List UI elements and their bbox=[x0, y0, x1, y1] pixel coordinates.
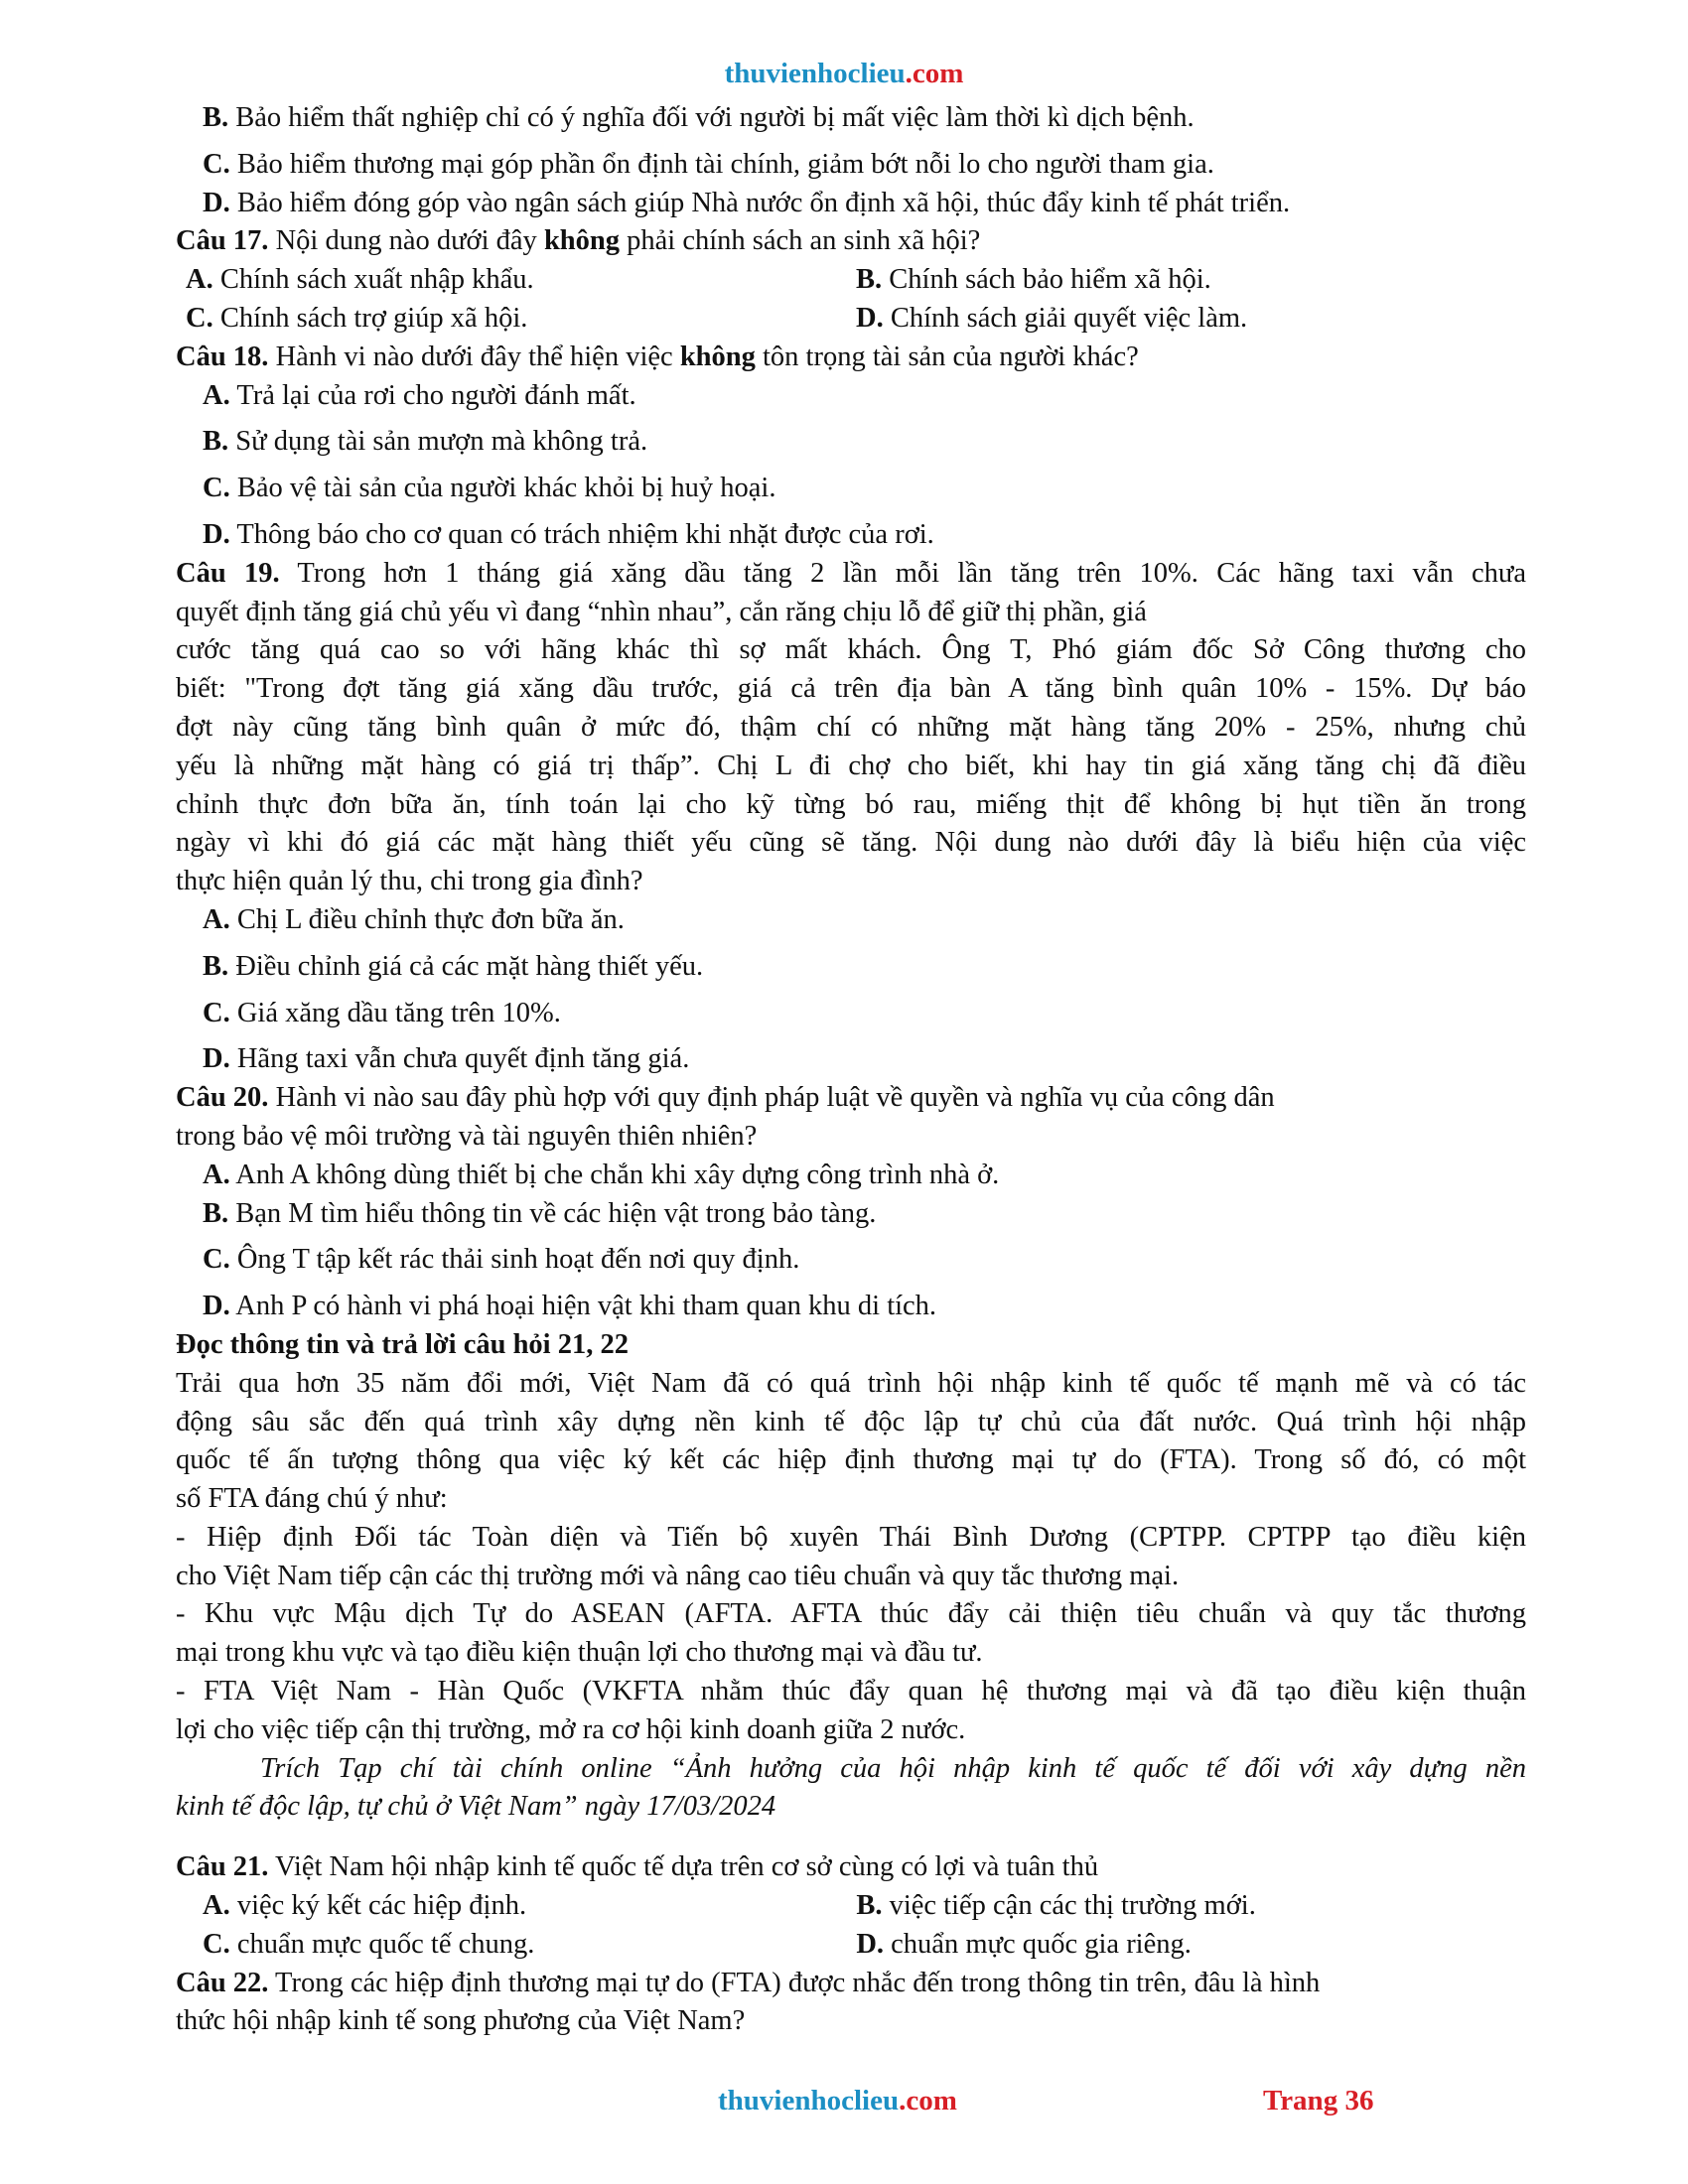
q19-stem-line-9: thực hiện quản lý thu, chi trong gia đình? bbox=[176, 866, 643, 897]
passage-heading: Đọc thông tin và trả lời câu hỏi 21, 22 bbox=[176, 1328, 629, 1360]
q21-option-d: D. chuẩn mực quốc gia riêng. bbox=[856, 1928, 1192, 1960]
page-number: Trang 36 bbox=[1263, 2085, 1374, 2116]
q18-stem: Câu 18. Hành vi nào dưới đây thể hiện việc không tôn trọng tài sản của người khác? bbox=[176, 341, 1139, 372]
q16-option-c: C. Bảo hiểm thương mại góp phần ổn định tài chính, giảm bớt nỗi lo cho người tham gia. bbox=[203, 148, 1214, 180]
q18-option-b: B. Sử dụng tài sản mượn mà không trả. bbox=[203, 426, 648, 458]
q16-option-d: D. Bảo hiểm đóng góp vào ngân sách giúp Nhà nước ổn định xã hội, thúc đẩy kinh tế phát triển. bbox=[203, 187, 1291, 218]
passage-line-3: quốc tế ấn tượng thông qua việc ký kết các hiệp định thương mại tự do (FTA). Trong số đó, có một bbox=[176, 1444, 1526, 1476]
q22-stem-line-1: Câu 22. Trong các hiệp định thương mại tự do (FTA) được nhắc đến trong thông tin trên, đâu là hình bbox=[176, 1967, 1321, 1998]
q17-options-row2 bbox=[176, 300, 1526, 339]
q19-stem-line-1: Câu 19. Trong hơn 1 tháng giá xăng dầu tăng 2 lần mỗi lần tăng trên 10%. Các hãng taxi vẫn chưa bbox=[176, 557, 1527, 589]
site-header[interactable] bbox=[0, 58, 1688, 90]
q20-stem-line-1: Câu 20. Hành vi nào sau đây phù hợp với quy định pháp luật về quyền và nghĩa vụ của công dân bbox=[176, 1082, 1275, 1114]
q19-stem-line-5: đợt này cũng tăng bình quân ở mức đó, thậm chí có những mặt hàng tăng 20% - 25%, nhưng chủ bbox=[176, 711, 1526, 743]
q16-option-b: B. Bảo hiểm thất nghiệp chỉ có ý nghĩa đối với người bị mất việc làm thời kì dịch bệnh. bbox=[203, 102, 1195, 133]
q18-option-c: C. Bảo vệ tài sản của người khác khỏi bị huỷ hoại. bbox=[203, 473, 776, 504]
q17-option-a: A. Chính sách xuất nhập khẩu. bbox=[186, 264, 534, 296]
q17-options-row1 bbox=[176, 261, 1526, 300]
site-name-part1: thuvienhoclieu bbox=[724, 58, 906, 89]
q19-stem-line-3: cước tăng quá cao so với hãng khác thì sợ mất khách. Ông T, Phó giám đốc Sở Công thương cho bbox=[176, 634, 1526, 666]
q19-stem-line-2: quyết định tăng giá chủ yếu vì đang “nhìn nhau”, cắn răng chịu lỗ để giữ thị phần, giá bbox=[176, 596, 1147, 627]
q19-stem-line-4: biết: "Trong đợt tăng giá xăng dầu trước, giá cả trên địa bàn A tăng bình quân 10% - 15%. Dự báo bbox=[176, 673, 1526, 705]
passage-citation-line-1: Trích Tạp chí tài chính online “Ảnh hưởng của hội nhập kinh tế quốc tế đối với xây dựng nền bbox=[260, 1752, 1526, 1784]
q21-options-row2 bbox=[176, 1926, 1526, 1965]
q19-option-d: D. Hãng taxi vẫn chưa quyết định tăng giá. bbox=[203, 1043, 690, 1075]
passage-line-8: mại trong khu vực và tạo điều kiện thuận lợi cho thương mại và đầu tư. bbox=[176, 1637, 983, 1669]
q19-option-a: A. Chị L điều chỉnh thực đơn bữa ăn. bbox=[203, 903, 625, 935]
passage-line-6: cho Việt Nam tiếp cận các thị trường mới và nâng cao tiêu chuẩn và quy tắc thương mại. bbox=[176, 1560, 1180, 1591]
q21-stem: Câu 21. Việt Nam hội nhập kinh tế quốc tế dựa trên cơ sở cùng có lợi và tuân thủ bbox=[176, 1851, 1099, 1883]
q20-option-b: B. Bạn M tìm hiểu thông tin về các hiện vật trong bảo tàng. bbox=[203, 1197, 877, 1229]
site-name-part2: .com bbox=[905, 58, 964, 89]
q17-option-c: C. Chính sách trợ giúp xã hội. bbox=[186, 302, 528, 334]
passage-line-2: động sâu sắc đến quá trình xây dựng nền kinh tế độc lập tự chủ của đất nước. Quá trình hội nhập bbox=[176, 1406, 1526, 1437]
passage-line-7: - Khu vực Mậu dịch Tự do ASEAN (AFTA. AFTA thúc đẩy cải thiện tiêu chuẩn và quy tắc thương bbox=[176, 1598, 1526, 1630]
q20-option-a: A. Anh A không dùng thiết bị che chắn khi xây dựng công trình nhà ở. bbox=[203, 1159, 1000, 1190]
q17-option-b: B. Chính sách bảo hiểm xã hội. bbox=[856, 264, 1211, 296]
passage-line-5: - Hiệp định Đối tác Toàn diện và Tiến bộ xuyên Thái Bình Dương (CPTPP. CPTPP tạo điều kiện bbox=[176, 1521, 1526, 1553]
passage-line-10: lợi cho việc tiếp cận thị trường, mở ra cơ hội kinh doanh giữa 2 nước. bbox=[176, 1713, 966, 1745]
q18-option-d: D. Thông báo cho cơ quan có trách nhiệm khi nhặt được của rơi. bbox=[203, 518, 934, 550]
q20-stem-line-2: trong bảo vệ môi trường và tài nguyên thiên nhiên? bbox=[176, 1120, 758, 1152]
passage-line-9: - FTA Việt Nam - Hàn Quốc (VKFTA nhằm thúc đẩy quan hệ thương mại và đã tạo điều kiện thuận bbox=[176, 1676, 1526, 1707]
q19-option-c: C. Giá xăng dầu tăng trên 10%. bbox=[203, 997, 561, 1028]
q21-option-b: B. việc tiếp cận các thị trường mới. bbox=[856, 1890, 1256, 1922]
q18-option-a: A. Trả lại của rơi cho người đánh mất. bbox=[203, 379, 636, 411]
q19-stem-line-6: yếu là những mặt hàng có giá trị thấp”. Chị L đi chợ cho biết, khi hay tin giá xăng tăng chị đã điều bbox=[176, 750, 1526, 781]
footer-site-link[interactable]: thuvienhoclieu.com bbox=[718, 2085, 957, 2116]
passage-line-4: số FTA đáng chú ý như: bbox=[176, 1483, 448, 1515]
q20-option-d: D. Anh P có hành vi phá hoại hiện vật khi tham quan khu di tích. bbox=[203, 1291, 937, 1322]
passage-line-1: Trải qua hơn 35 năm đổi mới, Việt Nam đã có quá trình hội nhập kinh tế quốc tế mạnh mẽ và có tác bbox=[176, 1367, 1526, 1399]
q19-stem-line-8: ngày vì khi đó giá các mặt hàng thiết yếu cũng sẽ tăng. Nội dung nào dưới đây là biểu hiện của việc bbox=[176, 827, 1526, 859]
spacer bbox=[176, 1827, 1526, 1848]
q21-options-row1 bbox=[176, 1887, 1526, 1926]
q19-option-b: B. Điều chỉnh giá cả các mặt hàng thiết yếu. bbox=[203, 950, 704, 982]
q20-option-c: C. Ông T tập kết rác thải sinh hoạt đến nơi quy định. bbox=[203, 1244, 800, 1276]
q21-option-a: A. việc ký kết các hiệp định. bbox=[203, 1890, 527, 1922]
q19-stem-line-7: chỉnh thực đơn bữa ăn, tính toán lại cho kỹ từng bó rau, miếng thịt để không bị hụt tiền ăn trong bbox=[176, 788, 1526, 820]
q17-option-d: D. Chính sách giải quyết việc làm. bbox=[856, 302, 1248, 334]
page-content bbox=[176, 99, 1526, 2041]
q21-option-c: C. chuẩn mực quốc tế chung. bbox=[203, 1928, 535, 1960]
passage-citation-line-2: kinh tế độc lập, tự chủ ở Việt Nam” ngày 17/03/2024 bbox=[176, 1791, 776, 1823]
q17-stem: Câu 17. Nội dung nào dưới đây không phải chính sách an sinh xã hội? bbox=[176, 225, 981, 257]
q22-stem-line-2: thức hội nhập kinh tế song phương của Việt Nam? bbox=[176, 2005, 746, 2037]
page-footer bbox=[0, 2085, 1688, 2124]
